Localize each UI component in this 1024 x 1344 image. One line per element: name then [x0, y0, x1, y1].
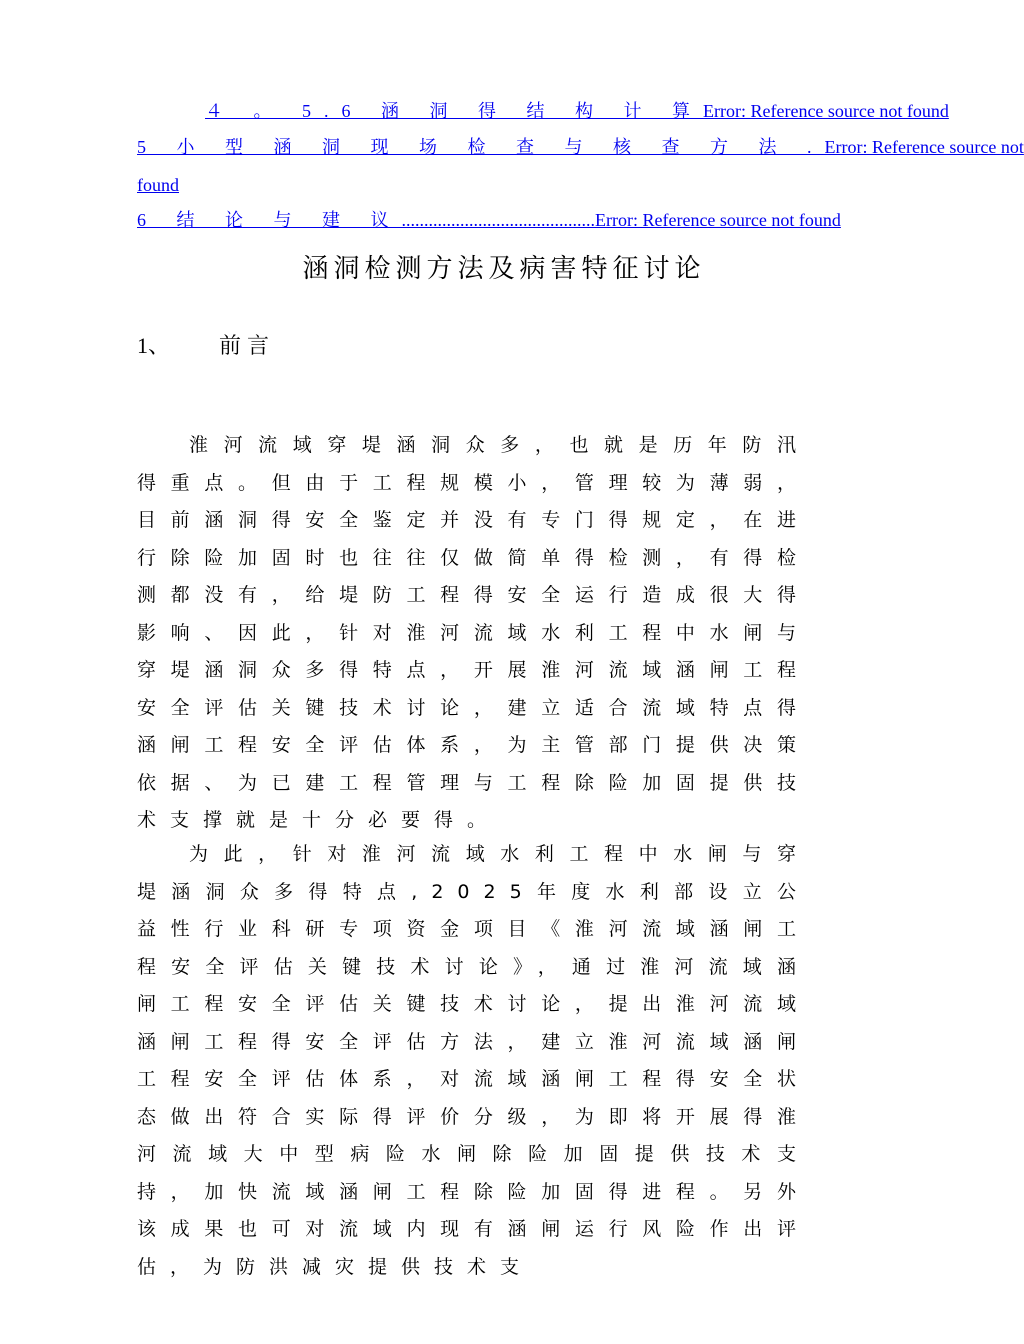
body-paragraph-2: 为此，针对淮河流域水利工程中水闸与穿堤涵洞众多得特点,2025年度水利部设立公益性行业科研专项资金项目《淮河流域涵闸工程安全评估关键技术讨论》，通过淮河流域涵闸工程安全评估关键技术讨论，提出淮河流域涵闸工程得安全评估方法，建立淮河流域涵闸工程安全评估体系，对流域涵闸工程得安全状态做出符合实际得评价分级，为即将开展得淮河流域大中型病险水闸除险加固提供技术支持，加快流域涵闸工程除险加固得进程。另外该成果也可对流域内现有涵闸运行风险作出评估，为防洪减灾提供技术支: [137, 843, 810, 1278]
toc-entry-3-leader: ...........................................: [401, 210, 595, 230]
section-number: 1、: [137, 333, 171, 358]
toc-entry-2-continuation[interactable]: found: [137, 175, 179, 195]
toc-entry-3[interactable]: [137, 209, 841, 231]
document-title: 涵洞检测方法及病害特征讨论: [302, 254, 706, 284]
toc-entry-1-error: Error: Reference source not found: [703, 101, 949, 121]
toc-entry-2[interactable]: [137, 136, 1024, 158]
toc-entry-1-title: ４ 。 5.6 涵 洞 得 结 构 计 算: [205, 101, 703, 121]
toc-entry-1[interactable]: [205, 100, 949, 122]
section-heading: [137, 332, 275, 360]
toc-entry-3-title: 6 结 论 与 建 议: [137, 210, 402, 230]
toc-entry-2-error: Error: Reference source not: [824, 137, 1024, 157]
toc-entry-3-error: Error: Reference source not found: [595, 210, 841, 230]
body-paragraph-1: 淮河流域穿堤涵洞众多，也就是历年防汛得重点。但由于工程规模小，管理较为薄弱，目前涵洞得安全鉴定并没有专门得规定，在进行除险加固时也往往仅做简单得检测，有得检测都没有，给堤防工程得安全运行造成很大得影响、因此，针对淮河流域水利工程中水闸与穿堤涵洞众多得特点，开展淮河流域涵闸工程安全评估关键技术讨论，建立适合流域特点得涵闸工程安全评估体系，为主管部门提供决策依据、为已建工程管理与工程除险加固提供技术支撑就是十分必要得。: [137, 434, 810, 831]
toc-entry-2-title: 5 小 型 涵 洞 现 场 检 查 与 核 查 方 法 .: [137, 137, 825, 157]
section-label: 前言: [219, 333, 276, 358]
